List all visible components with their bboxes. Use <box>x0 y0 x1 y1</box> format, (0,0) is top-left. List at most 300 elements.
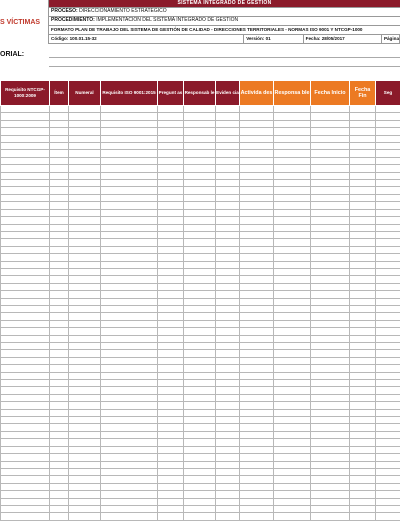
table-cell[interactable] <box>1 505 50 512</box>
table-cell[interactable] <box>184 491 216 498</box>
table-cell[interactable] <box>350 143 376 150</box>
table-cell[interactable] <box>1 335 50 342</box>
table-cell[interactable] <box>158 239 184 246</box>
table-cell[interactable] <box>240 431 274 438</box>
table-cell[interactable] <box>240 387 274 394</box>
table-cell[interactable] <box>158 505 184 512</box>
table-cell[interactable] <box>184 431 216 438</box>
table-cell[interactable] <box>184 187 216 194</box>
table-cell[interactable] <box>350 268 376 275</box>
table-cell[interactable] <box>50 357 69 364</box>
table-cell[interactable] <box>101 298 158 305</box>
table-cell[interactable] <box>184 291 216 298</box>
table-cell[interactable] <box>101 194 158 201</box>
table-cell[interactable] <box>101 491 158 498</box>
table-cell[interactable] <box>376 135 400 142</box>
table-cell[interactable] <box>69 150 101 157</box>
table-cell[interactable] <box>350 380 376 387</box>
table-cell[interactable] <box>69 461 101 468</box>
table-cell[interactable] <box>376 165 400 172</box>
table-cell[interactable] <box>350 283 376 290</box>
table-cell[interactable] <box>376 268 400 275</box>
table-cell[interactable] <box>1 313 50 320</box>
table-cell[interactable] <box>350 128 376 135</box>
table-cell[interactable] <box>376 209 400 216</box>
table-cell[interactable] <box>50 246 69 253</box>
table-cell[interactable] <box>216 372 240 379</box>
table-cell[interactable] <box>274 513 311 520</box>
table-cell[interactable] <box>240 454 274 461</box>
table-cell[interactable] <box>240 120 274 127</box>
table-cell[interactable] <box>69 483 101 490</box>
table-cell[interactable] <box>216 454 240 461</box>
table-cell[interactable] <box>311 135 350 142</box>
table-cell[interactable] <box>69 357 101 364</box>
table-cell[interactable] <box>376 328 400 335</box>
table-cell[interactable] <box>184 180 216 187</box>
table-cell[interactable] <box>184 261 216 268</box>
table-cell[interactable] <box>216 476 240 483</box>
table-cell[interactable] <box>274 476 311 483</box>
table-cell[interactable] <box>240 291 274 298</box>
table-cell[interactable] <box>311 224 350 231</box>
table-cell[interactable] <box>184 209 216 216</box>
table-cell[interactable] <box>158 231 184 238</box>
table-cell[interactable] <box>158 424 184 431</box>
table-cell[interactable] <box>311 143 350 150</box>
table-cell[interactable] <box>184 439 216 446</box>
table-cell[interactable] <box>1 372 50 379</box>
table-cell[interactable] <box>69 143 101 150</box>
table-cell[interactable] <box>1 298 50 305</box>
table-cell[interactable] <box>184 498 216 505</box>
table-cell[interactable] <box>69 194 101 201</box>
table-cell[interactable] <box>311 439 350 446</box>
table-cell[interactable] <box>350 135 376 142</box>
table-cell[interactable] <box>311 120 350 127</box>
table-cell[interactable] <box>376 335 400 342</box>
table-cell[interactable] <box>184 454 216 461</box>
table-cell[interactable] <box>350 165 376 172</box>
table-cell[interactable] <box>1 254 50 261</box>
table-cell[interactable] <box>184 217 216 224</box>
table-cell[interactable] <box>240 409 274 416</box>
table-cell[interactable] <box>69 291 101 298</box>
table-cell[interactable] <box>350 291 376 298</box>
table-cell[interactable] <box>274 157 311 164</box>
table-cell[interactable] <box>158 357 184 364</box>
table-cell[interactable] <box>101 150 158 157</box>
table-cell[interactable] <box>240 128 274 135</box>
table-cell[interactable] <box>158 224 184 231</box>
table-cell[interactable] <box>311 246 350 253</box>
table-cell[interactable] <box>158 313 184 320</box>
table-cell[interactable] <box>1 224 50 231</box>
table-cell[interactable] <box>350 357 376 364</box>
table-cell[interactable] <box>240 217 274 224</box>
table-cell[interactable] <box>350 276 376 283</box>
table-cell[interactable] <box>158 454 184 461</box>
table-cell[interactable] <box>274 394 311 401</box>
table-cell[interactable] <box>184 128 216 135</box>
table-cell[interactable] <box>184 202 216 209</box>
table-cell[interactable] <box>274 143 311 150</box>
table-cell[interactable] <box>158 372 184 379</box>
table-cell[interactable] <box>69 468 101 475</box>
table-cell[interactable] <box>69 417 101 424</box>
table-cell[interactable] <box>50 239 69 246</box>
table-cell[interactable] <box>240 268 274 275</box>
table-cell[interactable] <box>274 320 311 327</box>
table-cell[interactable] <box>240 239 274 246</box>
table-cell[interactable] <box>240 365 274 372</box>
table-cell[interactable] <box>274 357 311 364</box>
table-cell[interactable] <box>216 402 240 409</box>
table-cell[interactable] <box>240 505 274 512</box>
table-cell[interactable] <box>1 231 50 238</box>
table-cell[interactable] <box>240 180 274 187</box>
table-cell[interactable] <box>50 335 69 342</box>
table-cell[interactable] <box>240 491 274 498</box>
table-cell[interactable] <box>184 372 216 379</box>
table-cell[interactable] <box>240 224 274 231</box>
table-cell[interactable] <box>240 165 274 172</box>
table-cell[interactable] <box>376 476 400 483</box>
table-cell[interactable] <box>376 380 400 387</box>
table-cell[interactable] <box>184 350 216 357</box>
table-cell[interactable] <box>240 135 274 142</box>
table-cell[interactable] <box>376 180 400 187</box>
table-cell[interactable] <box>274 224 311 231</box>
table-cell[interactable] <box>216 165 240 172</box>
table-cell[interactable] <box>1 113 50 120</box>
table-cell[interactable] <box>101 254 158 261</box>
table-cell[interactable] <box>240 320 274 327</box>
table-cell[interactable] <box>158 128 184 135</box>
table-cell[interactable] <box>1 409 50 416</box>
table-cell[interactable] <box>240 402 274 409</box>
table-cell[interactable] <box>69 424 101 431</box>
table-cell[interactable] <box>184 231 216 238</box>
table-cell[interactable] <box>240 150 274 157</box>
table-cell[interactable] <box>274 268 311 275</box>
table-cell[interactable] <box>1 387 50 394</box>
table-cell[interactable] <box>350 106 376 113</box>
table-cell[interactable] <box>69 120 101 127</box>
table-cell[interactable] <box>350 424 376 431</box>
table-cell[interactable] <box>101 246 158 253</box>
table-cell[interactable] <box>350 120 376 127</box>
table-cell[interactable] <box>101 143 158 150</box>
table-cell[interactable] <box>101 202 158 209</box>
table-cell[interactable] <box>376 439 400 446</box>
table-cell[interactable] <box>274 350 311 357</box>
table-cell[interactable] <box>350 439 376 446</box>
table-cell[interactable] <box>50 276 69 283</box>
table-cell[interactable] <box>311 394 350 401</box>
table-cell[interactable] <box>50 402 69 409</box>
table-cell[interactable] <box>350 372 376 379</box>
table-cell[interactable] <box>274 335 311 342</box>
table-cell[interactable] <box>1 380 50 387</box>
table-cell[interactable] <box>240 498 274 505</box>
table-cell[interactable] <box>350 187 376 194</box>
table-cell[interactable] <box>216 231 240 238</box>
table-cell[interactable] <box>240 476 274 483</box>
table-cell[interactable] <box>69 172 101 179</box>
table-cell[interactable] <box>50 394 69 401</box>
table-cell[interactable] <box>1 431 50 438</box>
table-cell[interactable] <box>376 150 400 157</box>
table-cell[interactable] <box>158 276 184 283</box>
table-cell[interactable] <box>50 254 69 261</box>
table-cell[interactable] <box>50 194 69 201</box>
table-cell[interactable] <box>50 268 69 275</box>
table-cell[interactable] <box>274 483 311 490</box>
table-cell[interactable] <box>274 246 311 253</box>
table-cell[interactable] <box>101 431 158 438</box>
table-cell[interactable] <box>158 417 184 424</box>
table-cell[interactable] <box>1 276 50 283</box>
table-cell[interactable] <box>184 172 216 179</box>
table-cell[interactable] <box>101 239 158 246</box>
table-cell[interactable] <box>311 276 350 283</box>
table-cell[interactable] <box>216 328 240 335</box>
table-cell[interactable] <box>158 320 184 327</box>
table-cell[interactable] <box>350 224 376 231</box>
table-cell[interactable] <box>216 283 240 290</box>
table-cell[interactable] <box>311 476 350 483</box>
table-cell[interactable] <box>184 120 216 127</box>
table-cell[interactable] <box>274 328 311 335</box>
table-cell[interactable] <box>350 402 376 409</box>
table-cell[interactable] <box>311 468 350 475</box>
table-cell[interactable] <box>1 187 50 194</box>
table-cell[interactable] <box>350 157 376 164</box>
table-cell[interactable] <box>311 357 350 364</box>
table-cell[interactable] <box>184 476 216 483</box>
table-cell[interactable] <box>240 187 274 194</box>
table-cell[interactable] <box>101 209 158 216</box>
table-cell[interactable] <box>158 328 184 335</box>
table-cell[interactable] <box>274 343 311 350</box>
table-cell[interactable] <box>69 387 101 394</box>
table-cell[interactable] <box>376 143 400 150</box>
table-cell[interactable] <box>240 172 274 179</box>
table-cell[interactable] <box>311 335 350 342</box>
table-cell[interactable] <box>311 454 350 461</box>
table-cell[interactable] <box>1 246 50 253</box>
table-cell[interactable] <box>69 246 101 253</box>
table-cell[interactable] <box>216 268 240 275</box>
table-cell[interactable] <box>350 468 376 475</box>
table-cell[interactable] <box>101 357 158 364</box>
table-cell[interactable] <box>274 305 311 312</box>
table-cell[interactable] <box>274 120 311 127</box>
table-cell[interactable] <box>184 513 216 520</box>
table-cell[interactable] <box>216 365 240 372</box>
table-cell[interactable] <box>158 335 184 342</box>
table-cell[interactable] <box>376 172 400 179</box>
table-cell[interactable] <box>350 505 376 512</box>
table-cell[interactable] <box>69 217 101 224</box>
table-cell[interactable] <box>274 172 311 179</box>
table-cell[interactable] <box>376 461 400 468</box>
table-cell[interactable] <box>184 343 216 350</box>
table-cell[interactable] <box>376 424 400 431</box>
table-cell[interactable] <box>311 150 350 157</box>
table-cell[interactable] <box>274 505 311 512</box>
table-cell[interactable] <box>101 387 158 394</box>
table-cell[interactable] <box>50 439 69 446</box>
table-cell[interactable] <box>311 387 350 394</box>
table-cell[interactable] <box>101 424 158 431</box>
table-cell[interactable] <box>274 439 311 446</box>
table-cell[interactable] <box>184 113 216 120</box>
table-cell[interactable] <box>376 128 400 135</box>
table-cell[interactable] <box>311 424 350 431</box>
table-cell[interactable] <box>50 328 69 335</box>
table-cell[interactable] <box>240 335 274 342</box>
table-cell[interactable] <box>1 424 50 431</box>
table-cell[interactable] <box>311 372 350 379</box>
table-cell[interactable] <box>158 365 184 372</box>
table-cell[interactable] <box>311 380 350 387</box>
table-cell[interactable] <box>50 231 69 238</box>
table-cell[interactable] <box>240 357 274 364</box>
table-cell[interactable] <box>216 120 240 127</box>
table-cell[interactable] <box>376 387 400 394</box>
table-cell[interactable] <box>1 461 50 468</box>
table-cell[interactable] <box>240 113 274 120</box>
table-cell[interactable] <box>69 328 101 335</box>
table-cell[interactable] <box>50 513 69 520</box>
table-cell[interactable] <box>50 320 69 327</box>
table-cell[interactable] <box>158 165 184 172</box>
table-cell[interactable] <box>311 172 350 179</box>
table-cell[interactable] <box>311 320 350 327</box>
table-cell[interactable] <box>184 468 216 475</box>
table-cell[interactable] <box>158 172 184 179</box>
table-cell[interactable] <box>101 439 158 446</box>
table-cell[interactable] <box>69 239 101 246</box>
table-cell[interactable] <box>274 461 311 468</box>
table-cell[interactable] <box>274 187 311 194</box>
table-cell[interactable] <box>1 135 50 142</box>
table-cell[interactable] <box>69 491 101 498</box>
table-cell[interactable] <box>50 305 69 312</box>
table-cell[interactable] <box>350 298 376 305</box>
table-cell[interactable] <box>240 305 274 312</box>
table-cell[interactable] <box>101 476 158 483</box>
table-cell[interactable] <box>376 261 400 268</box>
table-cell[interactable] <box>240 394 274 401</box>
table-cell[interactable] <box>240 157 274 164</box>
table-cell[interactable] <box>274 372 311 379</box>
table-cell[interactable] <box>1 350 50 357</box>
table-cell[interactable] <box>216 135 240 142</box>
table-cell[interactable] <box>376 431 400 438</box>
table-cell[interactable] <box>216 305 240 312</box>
table-cell[interactable] <box>311 180 350 187</box>
table-cell[interactable] <box>1 180 50 187</box>
table-cell[interactable] <box>101 343 158 350</box>
table-cell[interactable] <box>311 202 350 209</box>
table-cell[interactable] <box>184 483 216 490</box>
table-cell[interactable] <box>216 394 240 401</box>
table-cell[interactable] <box>69 231 101 238</box>
table-cell[interactable] <box>50 150 69 157</box>
table-cell[interactable] <box>376 365 400 372</box>
table-cell[interactable] <box>50 468 69 475</box>
table-cell[interactable] <box>158 461 184 468</box>
table-cell[interactable] <box>69 268 101 275</box>
table-cell[interactable] <box>158 209 184 216</box>
table-cell[interactable] <box>216 483 240 490</box>
table-cell[interactable] <box>50 106 69 113</box>
table-cell[interactable] <box>1 120 50 127</box>
table-cell[interactable] <box>1 402 50 409</box>
table-cell[interactable] <box>216 498 240 505</box>
table-cell[interactable] <box>50 291 69 298</box>
table-cell[interactable] <box>350 409 376 416</box>
table-cell[interactable] <box>274 231 311 238</box>
table-cell[interactable] <box>69 513 101 520</box>
table-cell[interactable] <box>184 194 216 201</box>
table-cell[interactable] <box>350 231 376 238</box>
table-cell[interactable] <box>274 194 311 201</box>
table-cell[interactable] <box>311 187 350 194</box>
table-cell[interactable] <box>216 106 240 113</box>
table-cell[interactable] <box>376 505 400 512</box>
table-cell[interactable] <box>158 187 184 194</box>
table-cell[interactable] <box>184 298 216 305</box>
table-cell[interactable] <box>240 254 274 261</box>
table-cell[interactable] <box>216 387 240 394</box>
table-cell[interactable] <box>376 320 400 327</box>
table-cell[interactable] <box>216 150 240 157</box>
table-cell[interactable] <box>376 120 400 127</box>
table-cell[interactable] <box>216 313 240 320</box>
table-cell[interactable] <box>216 128 240 135</box>
table-cell[interactable] <box>274 409 311 416</box>
table-cell[interactable] <box>50 372 69 379</box>
table-cell[interactable] <box>101 498 158 505</box>
table-cell[interactable] <box>216 439 240 446</box>
table-cell[interactable] <box>101 394 158 401</box>
table-cell[interactable] <box>311 313 350 320</box>
table-cell[interactable] <box>184 150 216 157</box>
table-cell[interactable] <box>184 283 216 290</box>
table-cell[interactable] <box>350 498 376 505</box>
table-cell[interactable] <box>158 439 184 446</box>
table-cell[interactable] <box>101 365 158 372</box>
table-cell[interactable] <box>376 305 400 312</box>
table-cell[interactable] <box>158 468 184 475</box>
table-cell[interactable] <box>184 268 216 275</box>
table-cell[interactable] <box>311 505 350 512</box>
table-cell[interactable] <box>1 283 50 290</box>
table-cell[interactable] <box>376 350 400 357</box>
table-cell[interactable] <box>69 365 101 372</box>
table-cell[interactable] <box>69 409 101 416</box>
table-cell[interactable] <box>274 431 311 438</box>
table-cell[interactable] <box>311 291 350 298</box>
table-cell[interactable] <box>184 305 216 312</box>
table-cell[interactable] <box>50 209 69 216</box>
table-cell[interactable] <box>240 468 274 475</box>
table-cell[interactable] <box>50 202 69 209</box>
